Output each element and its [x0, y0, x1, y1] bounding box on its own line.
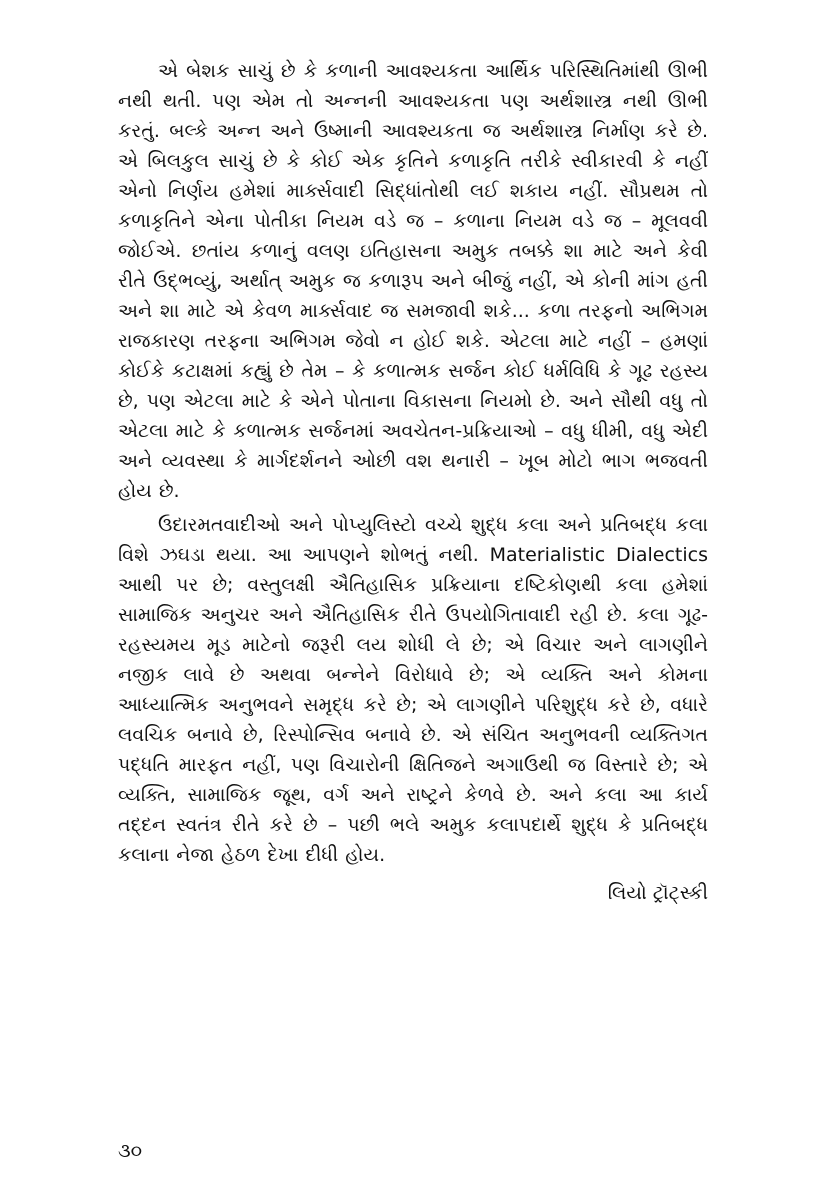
- paragraph-1: એ બેશક સાચું છે કે કળાની આવશ્યકતા આર્થિક પરિસ્થિતિમાંથી ઊભી નથી થતી. પણ એમ તો અન્નની આવશ્યકતા પણ અર્થશાસ્ત્ર નથી ઊભી કરતું. બલ્કે અન્ન અને ઉષ્માની આવશ્યકતા જ અર્થશાસ્ત્ર નિર્માણ કરે છે. એ બિલકુલ સાચું છે કે કોઈ એક કૃતિને કળાકૃતિ તરીકે સ્વીકારવી કે નહીં એનો નિર્ણય હમેશાં માર્ક્સવાદી સિદ્ધાંતોથી લઈ શકાય નહીં. સૌપ્રથમ તો કળાકૃતિને એના પોતીકા નિયમ વડે જ – કળાના નિયમ વડે જ – મૂલવવી જોઈએ. છતાંય કળાનું વલણ ઇતિહાસના અમુક તબક્કે શા માટે અને કેવી રીતે ઉદ્ભવ્યું, અર્થાત્ અમુક જ કળારૂપ અને બીજું નહીં, એ કોની માંગ હતી અને શા માટે એ કેવળ માર્ક્સવાદ જ સમજાવી શકે... કળા તરફનો અભિગમ રાજકારણ તરફના અભિગમ જેવો ન હોઈ શકે. એટલા માટે નહીં – હમણાં કોઈકે કટાક્ષમાં કહ્યું છે તેમ – કે કળાત્મક સર્જન કોઈ ધર્મવિધિ કે ગૂઢ રહસ્ય છે, પણ એટલા માટે કે એને પોતાના વિકાસના નિયમો છે. અને સૌથી વધુ તો એટલા માટે કે કળાત્મક સર્જનમાં અવચેતન-પ્રક્રિયાઓ – વધુ ધીમી, વધુ એદી અને વ્યવસ્થા કે માર્ગદર્શનને ઓછી વશ થનારી – ખૂબ મોટો ભાગ ભજવતી હોય છે.: [118, 60, 708, 502]
- page-number: ૩૦: [118, 1140, 143, 1162]
- author-signature: લિયો ટ્રૉટ્સ્કી: [607, 882, 708, 904]
- paragraph-2: ઉદારમતવાદીઓ અને પોપ્યુલિસ્ટો વચ્ચે શુદ્ધ કલા અને પ્રતિબદ્ધ કલા વિશે ઝઘડા થયા. આ આપણને શોભતું નથી. Materialistic Dialectics આથી પર છે; વસ્તુલક્ષી ઐતિહાસિક પ્રક્રિયાના દષ્ટિકોણથી કલા હમેશાં સામાજિક અનુચર અને ઐતિહાસિક રીતે ઉપયોગિતાવાદી રહી છે. કલા ગૂઢ-રહસ્યમય મૂડ માટેનો જરૂરી લય શોધી લે છે; એ વિચાર અને લાગણીને નજીક લાવે છે અથવા બન્નેને વિરોધાવે છે; એ વ્યક્તિ અને કોમના આધ્યાત્મિક અનુભવને સમૃદ્ધ કરે છે; એ લાગણીને પરિશુદ્ધ કરે છે, વધારે લવચિક બનાવે છે, રિસ્પોન્સિવ બનાવે છે. એ સંચિત અનુભવની વ્યક્તિગત પદ્ધતિ મારફત નહીં, પણ વિચારોની ક્ષિતિજને અગાઉથી જ વિસ્તારે છે; એ વ્યક્તિ, સામાજિક જૂથ, વર્ગ અને રાષ્ટ્રને કેળવે છે. અને કલા આ કાર્ય તદ્દન સ્વતંત્ર રીતે કરે છે – પછી ભલે અમુક કલાપદાર્થે શુદ્ધ કે પ્રતિબદ્ધ કલાના નેજા હેઠળ દેખા દીધી હોય.: [118, 514, 708, 866]
- text-body: [118, 56, 708, 908]
